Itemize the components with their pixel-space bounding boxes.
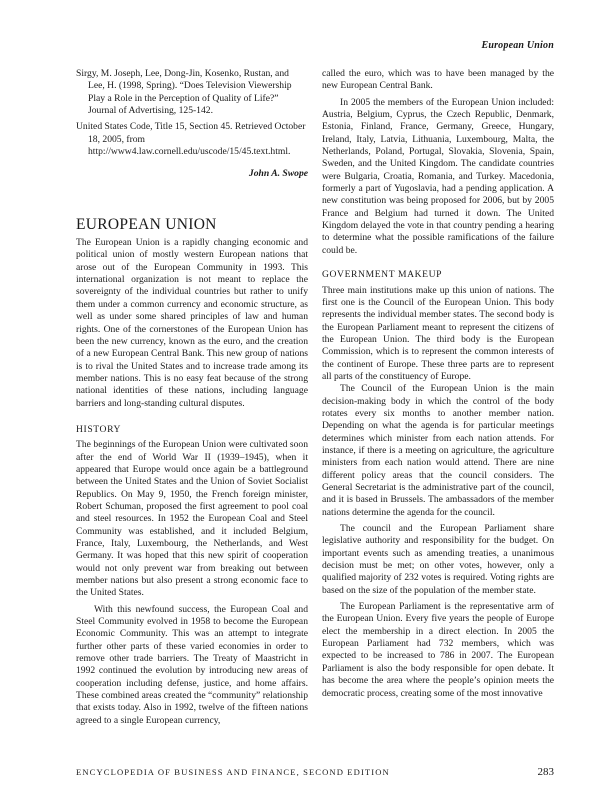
members-paragraph: In 2005 the members of the European Union included: Austria, Belgium, Cyprus, the Czech Republic, Denmark, Estonia, Finland, France, Germany, Greece, Hungary, Ireland, Italy, Latvia, Lithuania, Luxembourg, Malta, the Netherlands, Poland, Portugal, Slovakia, Slovenia, Spain, Sweden, and the United Kingdom. The candidate countries were Bulgaria, Croatia, Romania, and Turkey. Macedonia, formerly a part of Yugoslavia, had a pending application. A new constitution was being proposed for 2006, but by 2005 France and Belgium had turned it down. The United Kingdom delayed the vote in that country pending a hearing to determine what the possible ramifications of the failure could be. [322,96,554,256]
history-paragraph-1: The beginnings of the European Union were cultivated soon after the end of World War II (1939–1945), when it appeared that Europe would once again be a battleground between the United States and the Union of Soviet Socialist Republics. On May 9, 1950, the French foreign minister, Robert Schuman, proposed the first agreement to pool coal and steel resources. In 1952 the European Coal and Steel Community was established, and it included Belgium, France, Italy, Luxembourg, the Netherlands, and West Germany. It was hoped that this new spirit of cooperation would not only prevent war from breaking out between member nations but also present a strong economic face to the United States. [76,439,308,599]
government-paragraph-1: Three main institutions make up this union of nations. The first one is the Council of the European Union. This body represents the individual member states. The second body is the European Parliament meant to represent the citizens of the European Union. The third body is the European Commission, which is to represent the common interests of the continent of Europe. These three parts are to represent all parts of the constituency of Europe. [322,284,554,382]
page-footer [76,767,554,777]
author-signature: John A. Swope [248,168,308,180]
government-paragraph-2: The Council of the European Union is the main decision-making body in which the control of the body rotates every six months to another member nation. Depending on what the agenda is for particular meetings determines which minister from each nation attends. For instance, if there is a meeting on agriculture, the agriculture ministers from each nation would attend. There are nine different policy areas that the council considers. The General Secretariat is the administrative part of the council, and it is based in Brussels. The ambassadors of the member nations determine the agenda for the council. [322,383,554,518]
page-number: 283 [537,766,554,778]
article-title: EUROPEAN UNION [76,215,217,233]
government-paragraph-4: The European Parliament is the representative arm of the European Union. Every five years the people of Europe elect the membership in a direct election. In 2005 the European Parliament had 732 members, which was expected to be increased to 786 in 2007. The European Parliament is also the body responsible for open debate. It has become the area where the people’s opinion meets the democratic process, creating some of the most innovative [322,601,554,699]
reference-entry: United States Code, Title 15, Section 45. Retrieved October 18, 2005, from http://www4.law.cornell.edu/uscode/15/45.text.html. [76,121,306,158]
history-paragraph-2: With this newfound success, the European Coal and Steel Community evolved in 1958 to become the European Economic Community. This was an attempt to integrate further other parts of these varied economies in order to remove other trade barriers. The Treaty of Maastricht in 1992 continued the evolution by introducing new areas of cooperation including defense, justice, and home affairs. These combined areas created the “community” relationship that exists today. Also in 1992, twelve of the fifteen nations agreed to a single European currency, [76,603,308,726]
reference-entry: Sirgy, M. Joseph, Lee, Dong-Jin, Kosenko, Rustan, and Lee, H. (1998, Spring). “Does Television Viewership Play a Role in the Perception of Quality of Life?” Journal of Advertising, 125-142. [76,68,292,117]
intro-paragraph: The European Union is a rapidly changing economic and political union of mostly western European nations that arose out of the European Community in 1993. This international organization is not meant to replace the sovereignty of the individual countries but rather to unify them under a common currency and economic structure, as well as under some shared principles of law and human rights. One of the cornerstones of the European Union has been the new currency, known as the euro, and the creation of a new European Central Bank. This new group of nations is to rival the United States and to increase trade among its member nations. This is no easy feat because of the strong national identities of these nations, including language barriers and long-standing cultural disputes. [76,237,308,409]
running-head: European Union [481,40,554,51]
right-column [322,68,554,700]
publication-title: ENCYCLOPEDIA OF BUSINESS AND FINANCE, SECOND EDITION [76,767,390,777]
government-paragraph-3: The council and the European Parliament share legislative authority and responsibility for the budget. On important events such as amending treaties, a unanimous decision must be met; on other votes, however, only a qualified majority of 232 votes is required. Voting rights are based on the size of the population of the member state. [322,523,554,596]
euro-paragraph: called the euro, which was to have been managed by the new European Central Bank. [322,68,554,92]
section-heading-government: GOVERNMENT MAKEUP [322,269,443,281]
section-heading-history: HISTORY [76,423,122,435]
left-column [76,68,308,727]
